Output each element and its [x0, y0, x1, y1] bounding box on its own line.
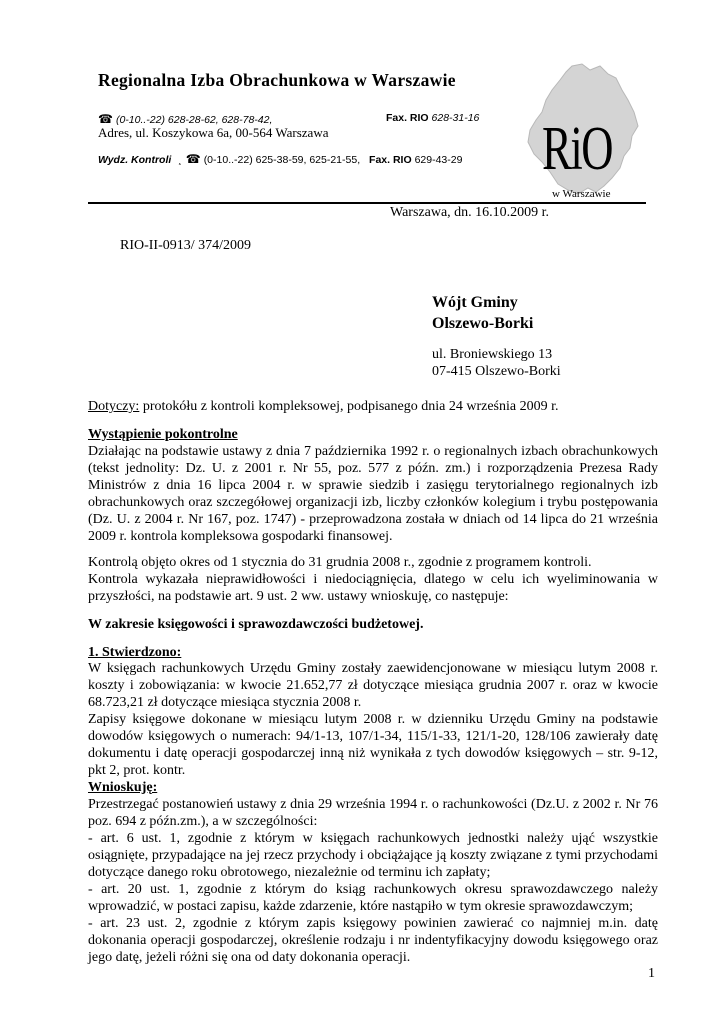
dept-fax-number: 629-43-29 — [414, 154, 463, 166]
finding-heading: 1. Stwierdzono: — [88, 645, 182, 660]
logo-subtitle: w Warszawie — [552, 188, 611, 200]
reference-number: RIO-II-0913/ 374/2009 — [120, 238, 252, 253]
subject-text: protokółu z kontroli kompleksowej, podpisanego dnia 24 września 2009 r. — [139, 399, 559, 414]
address-line: Adres, ul. Koszykowa 6a, 00-564 Warszawa — [98, 125, 329, 140]
address-city: 07-415 Olszewo-Borki — [432, 364, 561, 379]
phone-icon: ☎ — [185, 152, 201, 166]
finding-text-1: W księgach rachunkowych Urzędu Gminy zostały zaewidencjonowane w miesiącu lutym 2008 r. koszty i zobowiązania: w kwocie 21.652,77 zł dotyczące miesiąca grudnia 2007 r. oraz w kwocie 68.723,21 zł dotyczące miesiąca stycznia 2008 r. — [88, 661, 658, 710]
scope-paragraph: Kontrolą objęto okres od 1 stycznia do 31 grudnia 2008 r., zgodnie z programem kontroli. — [88, 555, 592, 570]
findings-paragraph: Kontrola wykazała nieprawidłowości i niedociągnięcia, dlatego w celu ich wyeliminowania w przyszłości, na podstawie art. 9 ust. 2 ww. ustawy wnioskuję, co następuje: — [88, 572, 658, 604]
letter-date: Warszawa, dn. 16.10.2009 r. — [390, 205, 550, 220]
subject-label: Dotyczy: — [88, 399, 140, 414]
recommend-item-1: - art. 6 ust. 1, zgodnie z którym w księgach rachunkowych jednostki należy ująć wszystkie osiągnięte, przypadające na jej rzecz przychody i obciążające ją koszty związane z tymi przychodami dotyczące danego roku obrotowego, niezależnie od terminu ich zapłaty; — [88, 831, 658, 880]
fax-label: Fax. RIO — [386, 112, 429, 124]
section-title: W zakresie księgowości i sprawozdawczości budżetowej. — [88, 617, 424, 632]
dept-label: Wydz. Kontroli — [98, 154, 172, 166]
addressee-title: Wójt Gminy — [432, 294, 518, 311]
rio-logo — [512, 60, 646, 206]
addressee — [432, 292, 533, 334]
phone-numbers: (0-10..-22) 628-28-62, 628-78-42, — [115, 114, 273, 126]
dept-line: Wydz. Kontroli ¸ ☎ (0-10..-22) 625-38-59, 625-21-55, Fax. RIO 629-43-29 — [98, 152, 463, 166]
fax-line — [386, 112, 479, 124]
recommend-heading: Wnioskuję: — [88, 780, 158, 795]
page-number: 1 — [648, 966, 655, 981]
dept-phone: (0-10..-22) 625-38-59, 625-21-55, — [203, 154, 361, 166]
fax-number: 628-31-16 — [431, 112, 480, 124]
address-street: ul. Broniewskiego 13 — [432, 347, 553, 362]
header-divider — [88, 202, 646, 204]
addressee-name: Olszewo-Borki — [432, 315, 534, 332]
org-title: Regionalna Izba Obrachunkowa w Warszawie — [98, 70, 456, 90]
logo-text: RiO — [542, 115, 613, 183]
recommend-text: Przestrzegać postanowień ustawy z dnia 29 września 1994 r. o rachunkowości (Dz.U. z 2002 r. Nr 76 poz. 694 z późn.zm.), a w szczególności: — [88, 797, 658, 829]
section-intro: Działając na podstawie ustawy z dnia 7 października 1992 r. o regionalnych izbach obrachunkowych (tekst jednolity: Dz. U. z 2001 r. Nr 55, poz. 577 z późn. zm.) i rozporządzenia Prezesa Rady Ministrów z dnia 16 lipca 2004 r. w sprawie siedzib i zasięgu terytorialnego regionalnych izb obrachunkowych oraz szczegółowej organizacji izb, liczby członków kolegium i trybu postępowania (Dz. U. z 2004 r. Nr 167, poz. 1747) - przeprowadzona została w dniach od 14 lipca do 21 września 2009 r. kontrola kompleksowa gospodarki finansowej. — [88, 444, 658, 544]
recommend-item-3: - art. 23 ust. 2, zgodnie z którym zapis księgowy powinien zawierać co najmniej m.in. datę dokonania operacji gospodarczej, określenie rodzaju i nr indentyfikacyjny dowodu księgowego oraz jego datę, jeżeli różni się ona od daty dokonania operacji. — [88, 916, 658, 965]
subject-line — [88, 398, 658, 415]
dept-fax-label: Fax. RIO — [369, 154, 412, 166]
phone-line — [98, 112, 272, 126]
section-heading: Wystąpienie pokontrolne — [88, 427, 238, 442]
finding-text-2: Zapisy księgowe dokonane w miesiącu lutym 2008 r. w dzienniku Urzędu Gminy na podstawie dowodów księgowych o numerach: 94/1-13, 107/1-34, 115/1-33, 121/1-20, 128/106 zawierały datę dokumentu i datę operacji gospodarczej inną niż wynikała z tych dowodów księgowych – str. 9-12, pkt 2, prot. kontr. — [88, 712, 658, 778]
addressee-address — [432, 346, 561, 380]
phone-icon: ☎ — [98, 112, 113, 126]
recommend-item-2: - art. 20 ust. 1, zgodnie z którym do ksiąg rachunkowych okresu sprawozdawczego należy wprowadzić, w postaci zapisu, każde zdarzenie, które nastąpiło w tym okresie sprawozdawczym; — [88, 882, 658, 914]
